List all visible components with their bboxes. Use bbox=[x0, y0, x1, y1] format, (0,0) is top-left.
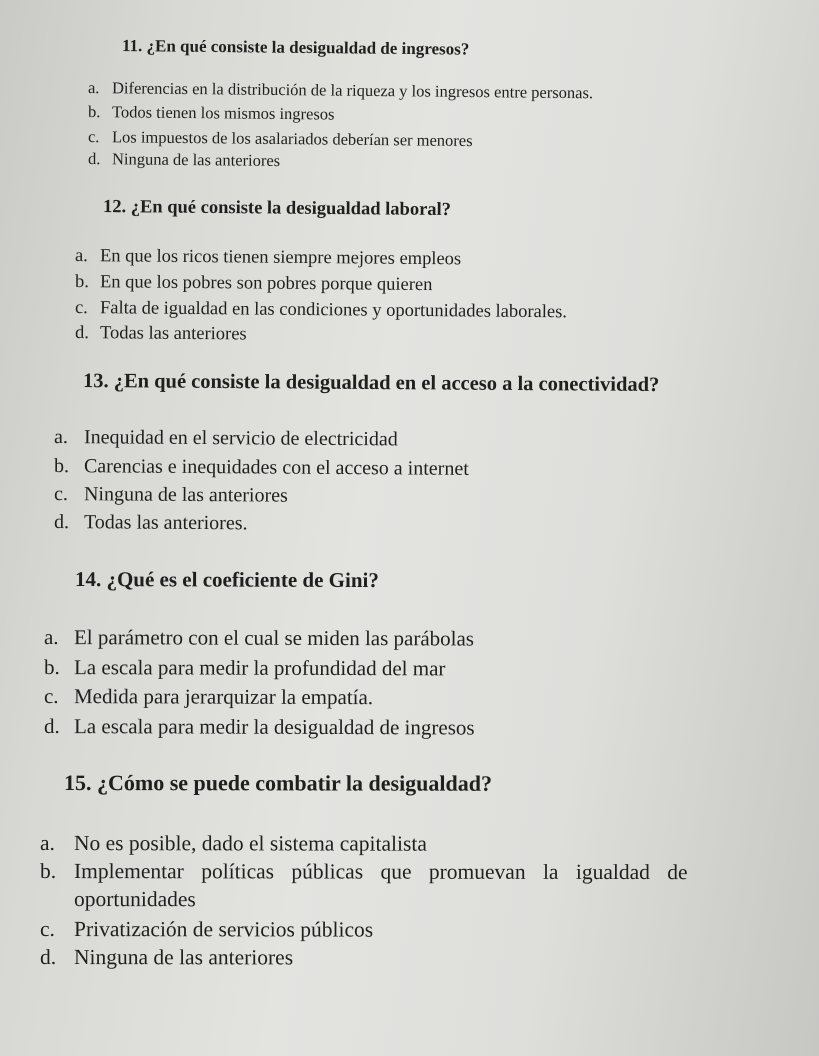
question-14 bbox=[75, 567, 379, 593]
option-12-c: c. Falta de igualdad en las condiciones y oportunidades laborales. bbox=[74, 298, 568, 323]
option-12-a: a. En que los ricos tienen siempre mejores empleos bbox=[74, 246, 462, 270]
option-12-b: b. En que los pobres son pobres porque quieren bbox=[74, 272, 433, 296]
question-12-number: 12. bbox=[102, 197, 127, 218]
option-13-b: b. Carencias e inequidades con el acceso a internet bbox=[53, 455, 469, 480]
option-15-c: c. Privatización de servicios públicos bbox=[39, 917, 374, 942]
question-13 bbox=[83, 370, 659, 397]
question-15-number: 15. bbox=[63, 770, 92, 796]
option-11-b: b. Todos tienen los mismos ingresos bbox=[87, 102, 335, 124]
option-15-b-text: Implementar políticas públicas que promuevan la igualdad de bbox=[73, 859, 688, 885]
question-15-text: ¿Cómo se puede combatir la desigualdad? bbox=[96, 770, 493, 796]
option-15-b-continuation: oportunidades bbox=[73, 887, 196, 912]
question-14-number: 14. bbox=[74, 567, 102, 592]
question-12-text: ¿En qué consiste la desigualdad laboral? bbox=[130, 197, 452, 221]
option-15-a: a. No es posible, dado el sistema capitalista bbox=[39, 831, 427, 856]
option-14-c: c. Medida para jerarquizar la empatía. bbox=[43, 684, 374, 710]
question-15 bbox=[64, 770, 492, 797]
question-12 bbox=[103, 197, 451, 221]
option-14-a: a. El parámetro con el cual se miden las parábolas bbox=[43, 625, 475, 651]
question-11-text: ¿En qué consiste la desigualdad de ingresos? bbox=[146, 36, 470, 59]
option-11-d: d. Ninguna de las anteriores bbox=[87, 149, 281, 171]
option-12-d: d. Todas las anteriores bbox=[74, 323, 247, 345]
question-14-text: ¿Qué es el coeficiente de Gini? bbox=[106, 567, 379, 593]
option-11-a: a. Diferencias en la distribución de la riqueza y los ingresos entre personas. bbox=[87, 78, 594, 103]
question-13-text: ¿En qué consiste la desigualdad en el acceso a la conectividad? bbox=[113, 370, 660, 397]
option-13-c: c. Ninguna de las anteriores bbox=[53, 483, 288, 507]
question-13-number: 13. bbox=[82, 370, 109, 393]
option-14-b: b. La escala para medir la profundidad del mar bbox=[43, 655, 446, 681]
question-11-number: 11. bbox=[121, 36, 143, 56]
option-13-d: d. Todas las anteriores. bbox=[53, 511, 248, 535]
option-14-d: d. La escala para medir la desigualdad de ingresos bbox=[43, 714, 475, 740]
option-15-b: b. Implementar políticas públicas que promuevan la igualdad de bbox=[39, 859, 688, 885]
option-15-d: d. Ninguna de las anteriores bbox=[39, 945, 294, 970]
question-11 bbox=[122, 36, 470, 60]
option-13-a: a. Inequidad en el servicio de electricidad bbox=[53, 426, 398, 451]
option-11-c: c. Los impuestos de los asalariados deberían ser menores bbox=[87, 127, 473, 151]
